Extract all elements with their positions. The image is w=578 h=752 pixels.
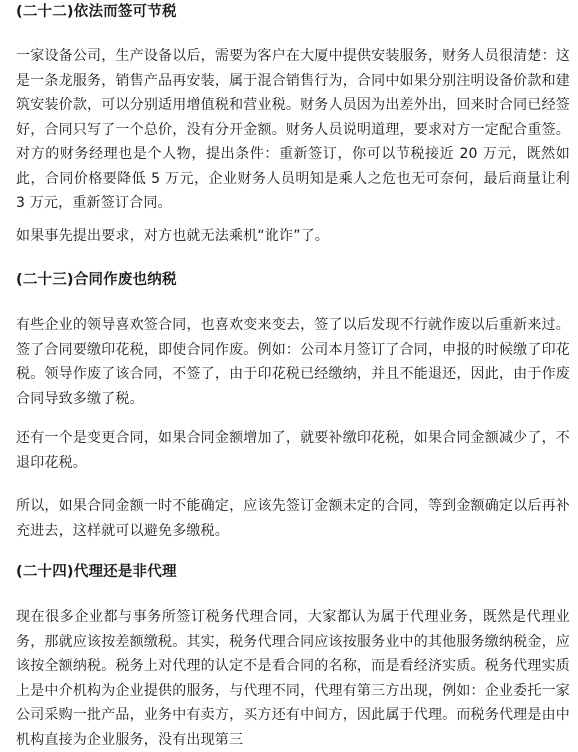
section-22-paragraph-1: 一家设备公司，生产设备以后，需要为客户在大厦中提供安装服务，财务人员很清楚：这是一条龙服务，销售产品再安装，属于混合销售行为，合同中如果分别注明设备价款和建筑安装价款，可以分别适用增值税和营业税。财务人员因为出差外出，回来时合同已经签好，合同只写了一个总价，没有分开金额。财务人员说明道理，要求对方一定配合重签。对方的财务经理也是个人物，提出条件：重新签订，你可以节税接近 20 万元，既然如此，合同价格要降低 5 万元，企业财务人员明知是乘人之危也无可奈何，最后商量让利 3 万元，重新签订合同。 — [16, 48, 570, 211]
section-22-paragraph-2: 如果事先提出要求，对方也就无法乘机“讹诈”了。 — [16, 228, 330, 244]
section-heading-23: (二十三)合同作废也纳税 — [16, 272, 177, 288]
section-23-paragraph-2: 还有一个是变更合同，如果合同金额增加了，就要补缴印花税，如果合同金额减少了，不退印花税。 — [16, 430, 570, 471]
section-24-paragraph-1: 现在很多企业都与事务所签订税务代理合同，大家都认为属于代理业务，既然是代理业务，那就应该按差额缴税。其实，税务代理合同应该按服务业中的其他服务缴纳税金，应该按全额纳税。税务上对代理的认定不是看合同的名称，而是看经济实质。税务代理实质上是中介机构为企业提供的服务，与代理不同，代理有第三方出现，例如：企业委托一家公司采购一批产品，业务中有卖方，买方还有中间方，因此属于代理。而税务代理是由中机构直接为企业服务，没有出现第三 — [16, 609, 570, 748]
section-heading-22: (二十二)依法而签可节税 — [16, 4, 177, 20]
section-heading-24: (二十四)代理还是非代理 — [16, 564, 177, 580]
section-23-paragraph-1: 有些企业的领导喜欢签合同，也喜欢变来变去，签了以后发现不行就作废以后重新来过。签了合同要缴印花税，即使合同作废。例如：公司本月签订了合同，申报的时候缴了印花税。领导作废了该合同，不签了，由于印花税已经缴纳，并且不能退还，因此，由于作废合同导致多缴了税。 — [16, 317, 570, 407]
section-23-paragraph-3: 所以，如果合同金额一时不能确定，应该先签订金额未定的合同，等到金额确定以后再补充进去，这样就可以避免多缴税。 — [16, 498, 570, 539]
